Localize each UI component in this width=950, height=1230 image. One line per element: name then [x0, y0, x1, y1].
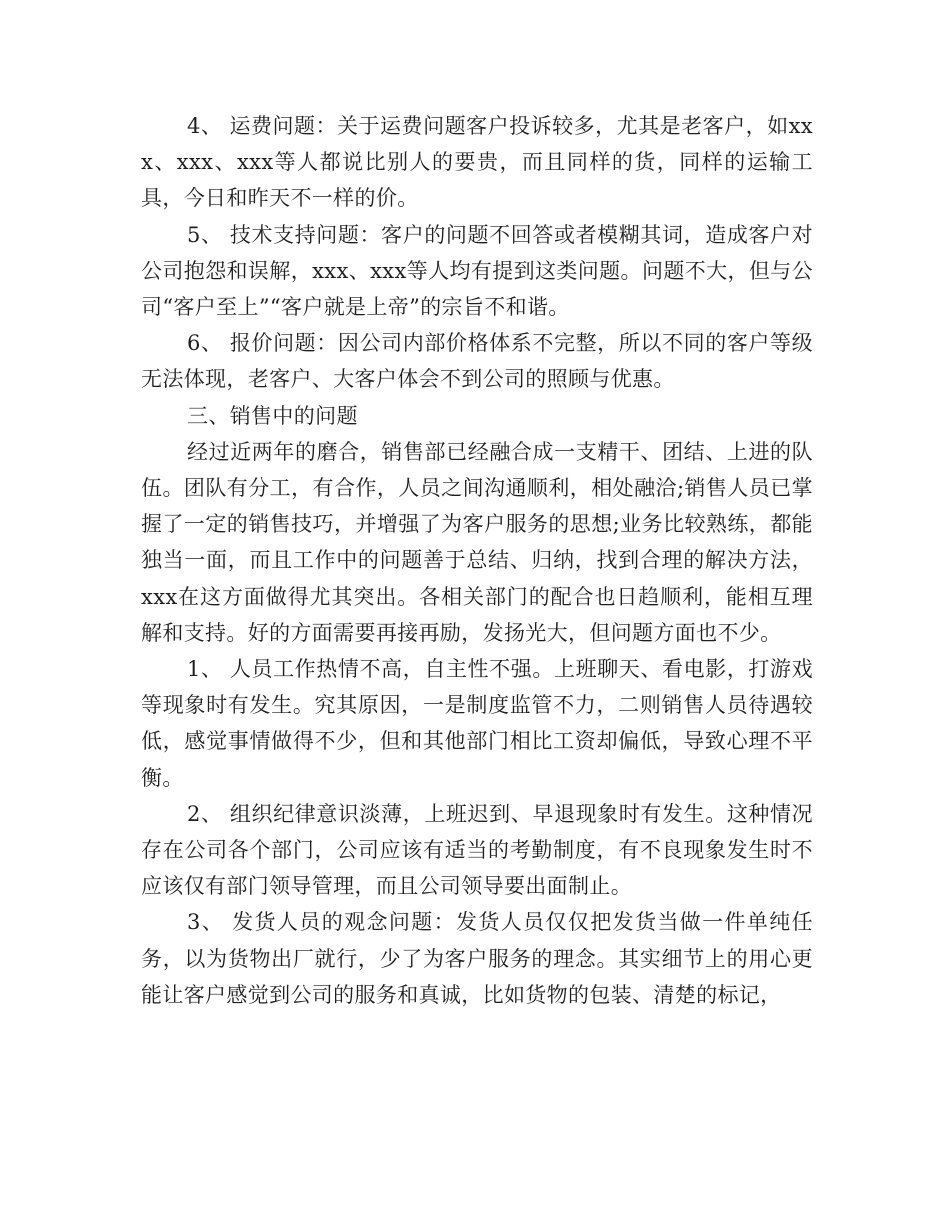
document-body [141, 108, 813, 1013]
paragraph-technical-support: 5、 技术支持问题：客户的问题不回答或者模糊其词，造成客户对公司抱怨和误解，xxx、xxx等人均有提到这类问题。问题不大，但与公司“客户至上”“客户就是上帝”的宗旨不和谐。 [141, 222, 813, 320]
paragraph-shipping-cost: 4、 运费问题：关于运费问题客户投诉较多，尤其是老客户，如xxx、xxx、xxx等人都说比别人的要贵，而且同样的货，同样的运输工具，今日和昨天不一样的价。 [141, 114, 813, 211]
paragraph-discipline: 2、 组织纪律意识淡薄，上班迟到、早退现象时有发生。这种情况存在公司各个部门，公司应该有适当的考勤制度，有不良现象发生时不应该仅有部门领导管理，而且公司领导要出面制止。 [141, 801, 813, 899]
paragraph-shipping-staff: 3、 发货人员的观念问题：发货人员仅仅把发货当做一件单纯任务，以为货物出厂就行，少了为客户服务的理念。其实细节上的用心更能让客户感觉到公司的服务和真诚，比如货物的包装、清楚的标记， [141, 910, 813, 1007]
paragraph-work-enthusiasm: 1、 人员工作热情不高，自主性不强。上班聊天、看电影，打游戏等现象时有发生。究其原因，一是制度监管不力，二则销售人员待遇较低，感觉事情做得不少，但和其他部门相比工资却偏低，导致心理不平衡。 [141, 657, 813, 790]
paragraph-quotation: 6、 报价问题：因公司内部价格体系不完整，所以不同的客户等级无法体现，老客户、大客户体会不到公司的照顾与优惠。 [141, 331, 813, 392]
paragraph-team-overview: 经过近两年的磨合，销售部已经融合成一支精干、团结、上进的队伍。团队有分工，有合作，人员之间沟通顺利，相处融洽;销售人员已掌握了一定的销售技巧，并增强了为客户服务的思想;业务比较熟练，都能独当一面，而且工作中的问题善于总结、归纳，找到合理的解决方法，xxx在这方面做得尤其突出。各相关部门的配合也日趋顺利，能相互理解和支持。好的方面需要再接再励，发扬光大，但问题方面也不少。 [141, 439, 813, 645]
section-heading-sales-issues: 三、销售中的问题 [187, 403, 358, 428]
